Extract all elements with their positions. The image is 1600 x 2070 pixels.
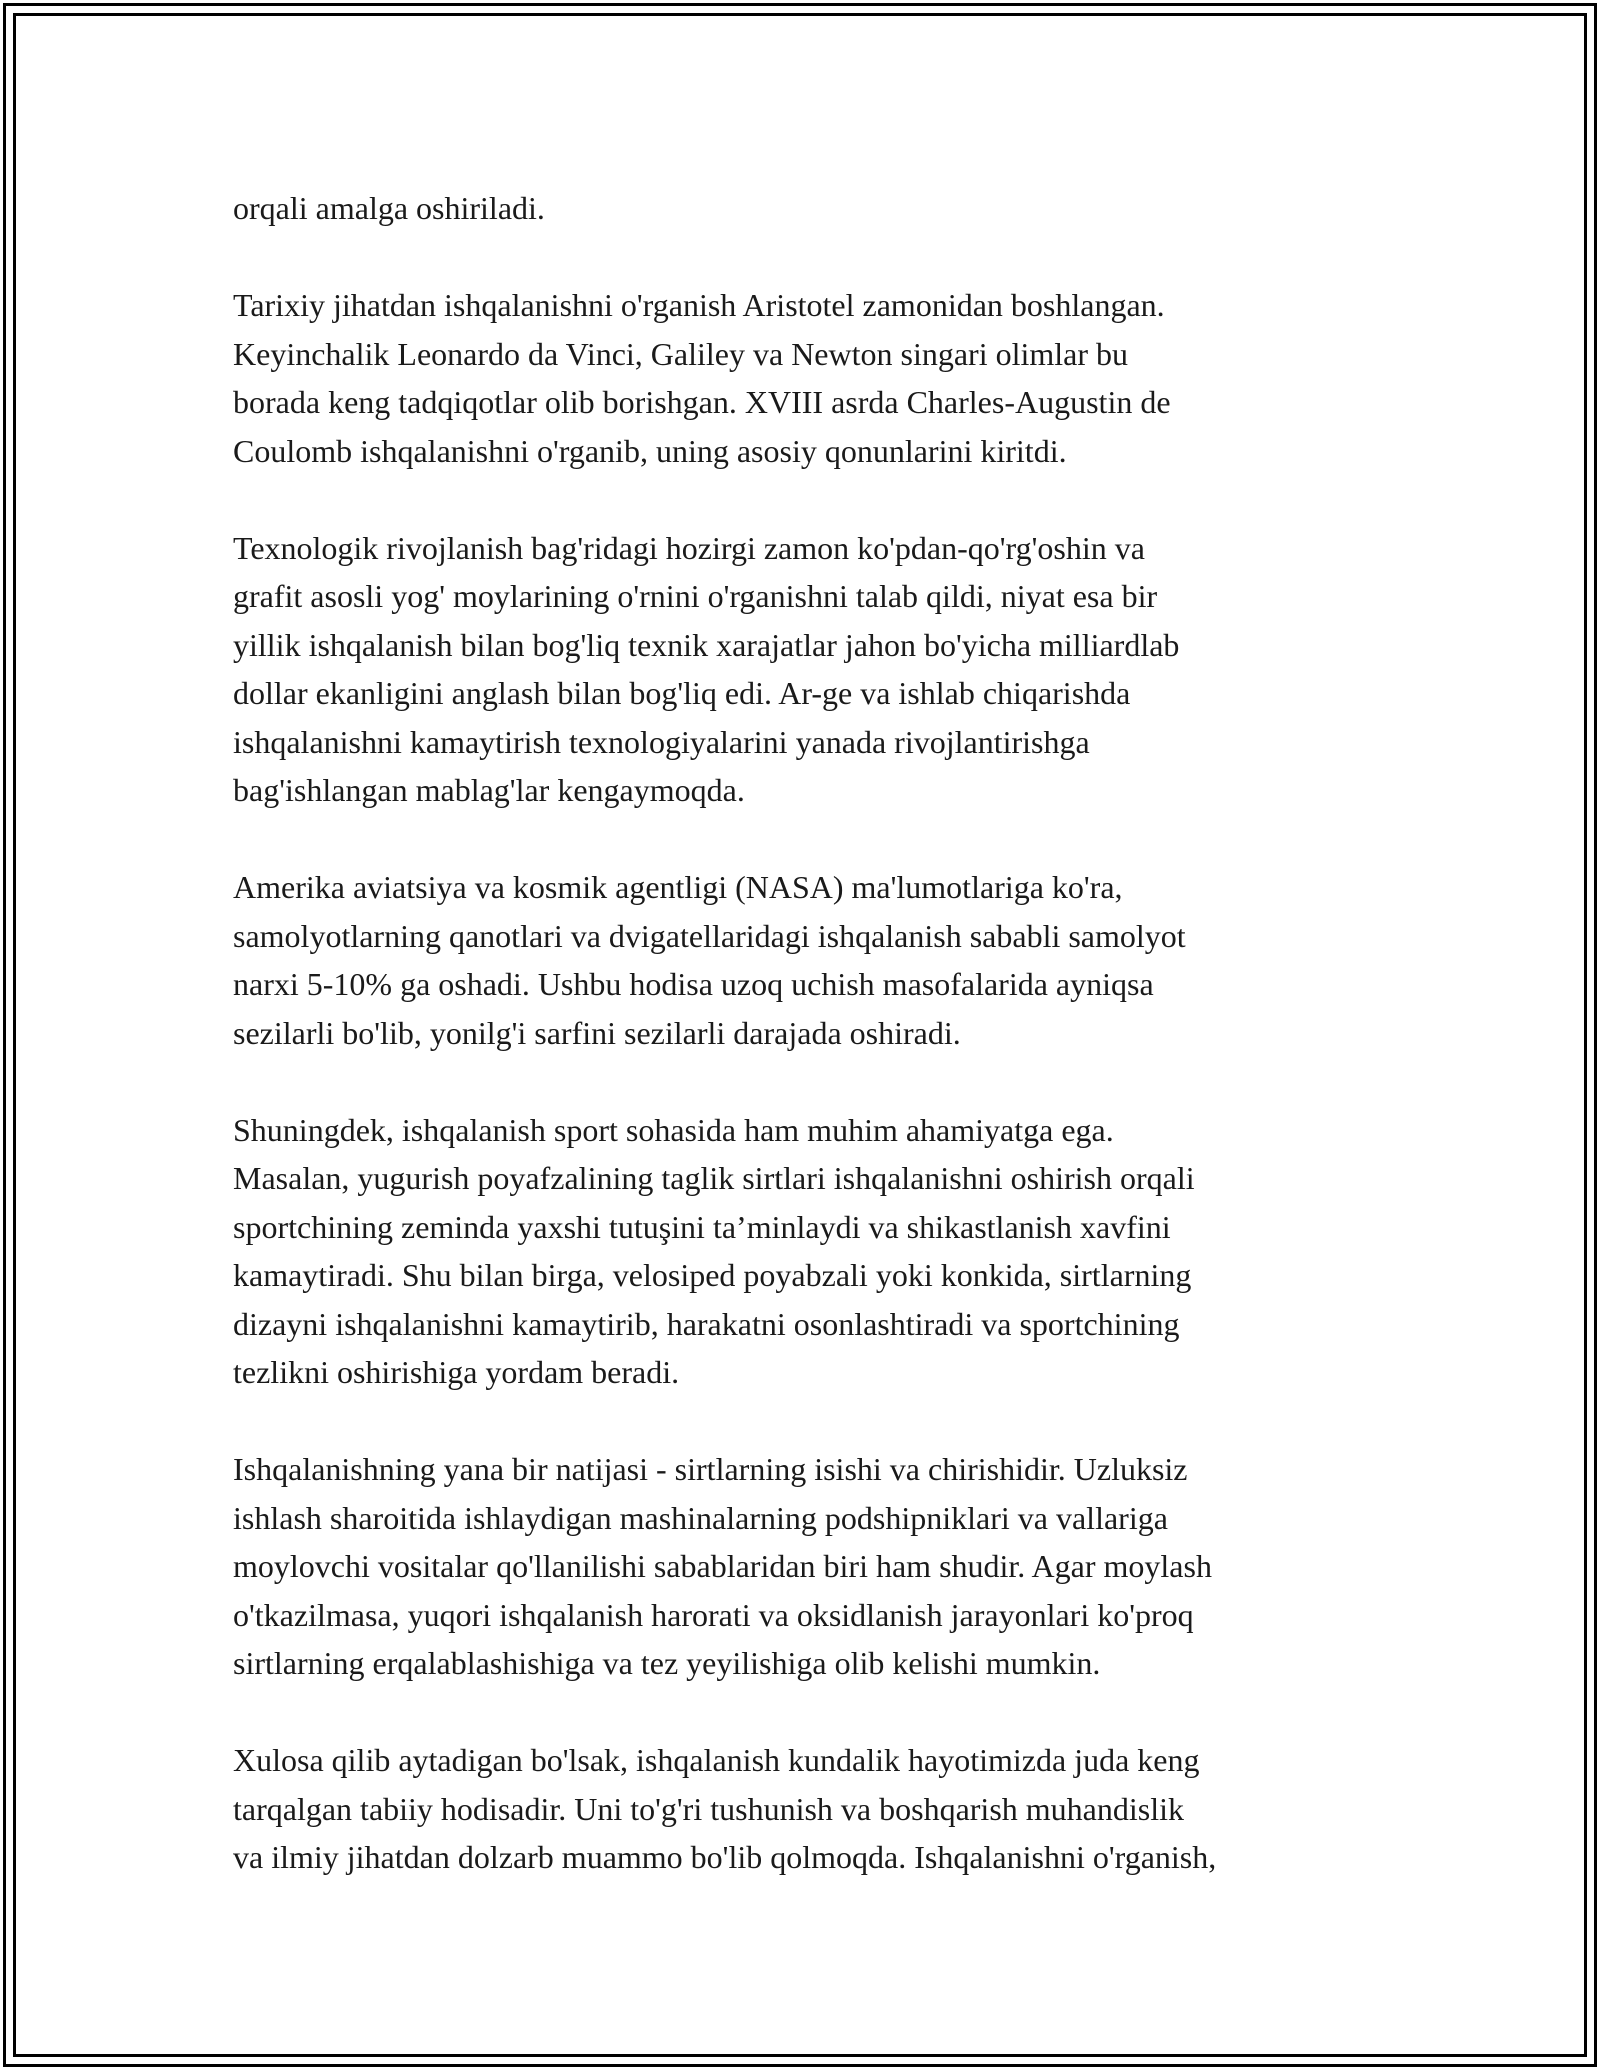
paragraph-7: Xulosa qilib aytadigan bo'lsak, ishqalanish kundalik hayotimizda juda keng tarqalgan tabiiy hodisadir. Uni to'g'ri tushunish va boshqarish muhandislik va ilmiy jihatdan dolzarb muammo bo'lib qolmoqda. Ishqalanishni o'rganish, <box>233 1742 1217 1875</box>
paragraph-1: orqali amalga oshiriladi. <box>233 190 545 226</box>
paragraph-2: Tarixiy jihatdan ishqalanishni o'rganish Aristotel zamonidan boshlangan. Keyinchalik Leonardo da Vinci, Galiley va Newton singari olimlar bu borada keng tadqiqotlar olib borishgan. XVIII asrda Charles-Augustin de Coulomb ishqalanishni o'rganib, uning asosiy qonunlarini kiritdi. <box>233 287 1171 469</box>
paragraph-4: Amerika aviatsiya va kosmik agentligi (NASA) ma'lumotlariga ko'ra, samolyotlarning qanotlari va dvigatellaridagi ishqalanish sababli samolyot narxi 5-10% ga oshadi. Ushbu hodisa uzoq uchish masofalarida ayniqsa sezilarli bo'lib, yonilg'i sarfini sezilarli darajada oshiradi. <box>233 869 1186 1051</box>
paragraph-3: Texnologik rivojlanish bag'ridagi hozirgi zamon ko'pdan-qo'rg'oshin va grafit asosli yog' moylarining o'rnini o'rganishni talab qildi, niyat esa bir yillik ishqalanish bilan bog'liq texnik xarajatlar jahon bo'yicha milliardlab dollar ekanligini anglash bilan bog'liq edi. Ar-ge va ishlab chiqarishda ishqalanishni kamaytirish texnologiyalarini yanada rivojlantirishga bag'ishlangan mablag'lar kengaymoqda. <box>233 529 1180 808</box>
paragraph-6: Ishqalanishning yana bir natijasi - sirtlarning isishi va chirishidir. Uzluksiz ishlash sharoitida ishlaydigan mashinalarning podshipniklari va vallariga moylovchi vositalar qo'llanilishi sabablaridan biri ham shudir. Agar moylash o'tkazilmasa, yuqori ishqalanish harorati va oksidlanish jarayonlari ko'proq sirtlarning erqalablashishiga va tez yeyilishiga olib kelishi mumkin. <box>233 1451 1212 1681</box>
paragraph-5: Shuningdek, ishqalanish sport sohasida ham muhim ahamiyatga ega. Masalan, yugurish poyafzalining taglik sirtlari ishqalanishni oshirish orqali sportchining zeminda yaxshi tutuşini ta’minlaydi va shikastlanish xavfini kamaytiradi. Shu bilan birga, velosiped poyabzali yoki konkida, sirtlarning dizayni ishqalanishni kamaytirib, harakatni osonlashtiradi va sportchining tezlikni oshirishiga yordam beradi. <box>233 1111 1195 1390</box>
document-body <box>233 184 1383 1930</box>
